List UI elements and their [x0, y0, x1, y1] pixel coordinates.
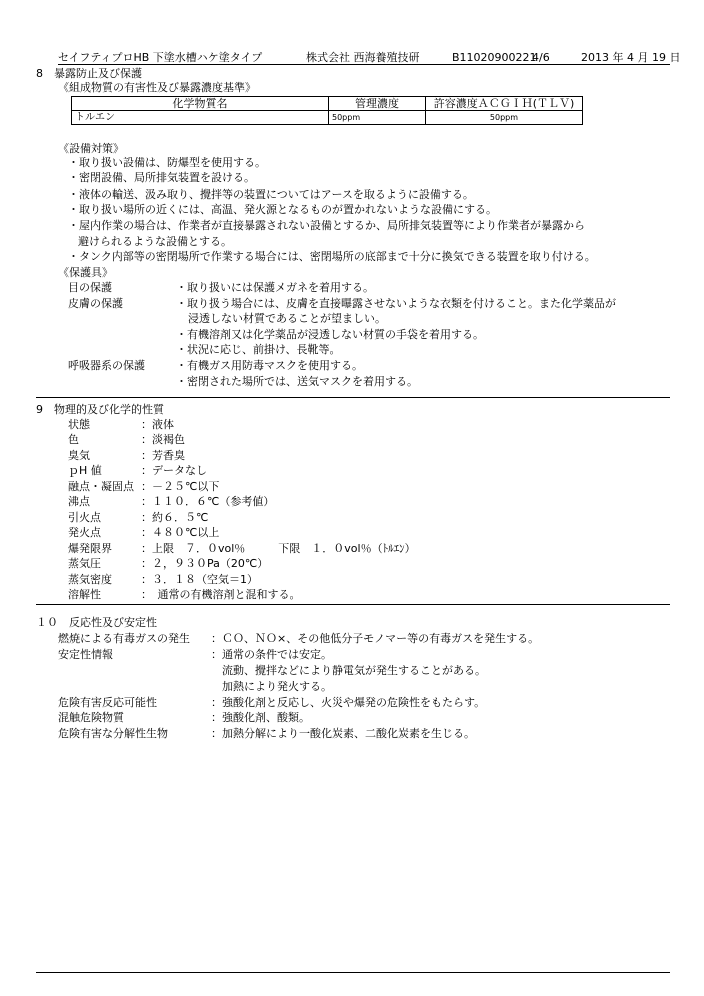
property-label: 引火点	[68, 511, 101, 524]
skin-protection-text: 浸透しない材質であることが望ましい。	[188, 312, 386, 325]
table-cell: 50ppm	[426, 111, 583, 125]
property-label: 爆発限界	[68, 542, 112, 555]
table-header-row	[72, 97, 583, 111]
equipment-item: ・取り扱い場所の近くには、高温、発火源となるものが置かれないような設備にする。	[68, 203, 497, 216]
property-value: ：４８０℃以上	[141, 526, 220, 539]
page-number: 4/6	[532, 51, 550, 64]
reactivity-value: 流動、攪拌などにより静電気が発生することがある。	[222, 664, 486, 677]
equipment-item: ・取り扱い設備は、防爆型を使用する。	[68, 156, 266, 169]
property-label: ｐH 値	[68, 464, 102, 477]
reactivity-value: ：強酸化剤、酸類。	[211, 711, 310, 724]
property-value: ：データなし	[141, 464, 207, 477]
equipment-item: ・タンク内部等の密閉場所で作業する場合には、密閉場所の底部まで十分に換気できる装置を取り付ける。	[68, 250, 596, 263]
table-cell: トルエン	[72, 111, 329, 125]
property-label: 蒸気圧	[68, 557, 101, 570]
reactivity-value: ：加熱分解により一酸化炭素、二酸化炭素を生じる。	[211, 727, 475, 740]
section-10-title: １０ 反応性及び安定性	[36, 616, 157, 629]
property-value: ：芳香臭	[141, 449, 185, 462]
reactivity-label: 安定性情報	[58, 648, 113, 661]
property-value: ：２，９３０Pa（20℃）	[141, 557, 269, 570]
table-header-cell: 管理濃度	[329, 97, 426, 111]
skin-protection-label: 皮膚の保護	[68, 297, 123, 310]
reactivity-value: ：通常の条件では安定。	[211, 648, 332, 661]
property-label: 発火点	[68, 526, 101, 539]
property-value: ： 通常の有機溶剤と混和する。	[141, 588, 301, 601]
property-label: 溶解性	[68, 588, 101, 601]
property-label: 融点・凝固点	[68, 480, 134, 493]
eye-protection-label: 目の保護	[68, 281, 112, 294]
reactivity-label: 危険有害反応可能性	[58, 696, 157, 709]
document-date: 2013 年 4 月 19 日	[581, 51, 681, 64]
table-header-cell: 許容濃度ＡＣＧＩＨ(ＴＬＶ)	[426, 97, 583, 111]
respiratory-protection-label: 呼吸器系の保護	[68, 359, 145, 372]
exposure-table	[71, 96, 583, 125]
header-underline	[58, 64, 670, 65]
section-divider	[36, 397, 670, 398]
property-value: ：上限 ７．０vol％ 下限 １．０vol％（ﾄﾙｴﾝ）	[141, 542, 416, 555]
skin-protection-text: ・取り扱う場合には、皮膚を直接曝露させないような衣類を付けること。また化学薬品が	[176, 297, 616, 310]
table-header-cell: 化学物質名	[72, 97, 329, 111]
reactivity-value: ：強酸化剤と反応し、火災や爆発の危険性をもたらす。	[211, 696, 486, 709]
equipment-item: ・屋内作業の場合は、作業者が直接暴露されない設備とするか、局所排気装置等により作業者が暴露から	[68, 219, 585, 232]
property-value: ：１１０．６℃（参考値）	[141, 495, 275, 508]
company-name: 株式会社 西海養殖技研	[306, 51, 420, 64]
skin-protection-text: ・状況に応じ、前掛け、長靴等。	[176, 343, 341, 356]
property-value: ：－２５℃以下	[141, 480, 220, 493]
exposure-table-caption: 《組成物質の有害性及び暴露濃度基準》	[58, 81, 256, 94]
equipment-item: ・密閉設備、局所排気装置を設ける。	[68, 171, 255, 184]
ppe-title: 《保護具》	[58, 266, 113, 279]
table-cell: 50ppm	[329, 111, 426, 125]
section-9-title: 9 物理的及び化学的性質	[36, 403, 164, 416]
respiratory-protection-text: ・密閉された場所では、送気マスクを着用する。	[176, 375, 418, 388]
property-value: ：淡褐色	[141, 433, 185, 446]
skin-protection-text: ・有機溶剤又は化学薬品が浸透しない材質の手袋を着用する。	[176, 328, 484, 341]
equipment-item: ・液体の輸送、汲み取り、攪拌等の装置についてはアースを取るように設備する。	[68, 188, 474, 201]
reactivity-value: 加熱により発火する。	[222, 680, 332, 693]
reactivity-label: 燃焼による有毒ガスの発生	[58, 632, 190, 645]
property-label: 状態	[68, 418, 90, 431]
equipment-title: 《設備対策》	[58, 142, 124, 155]
property-value: ：約６．５℃	[141, 511, 209, 524]
table-row	[72, 111, 583, 125]
reactivity-label: 危険有害な分解性生物	[58, 727, 168, 740]
document-number: B11020900221	[452, 51, 537, 64]
reactivity-label: 混触危険物質	[58, 711, 124, 724]
property-label: 臭気	[68, 449, 90, 462]
property-label: 蒸気密度	[68, 573, 112, 586]
property-label: 色	[68, 433, 79, 446]
property-value: ：液体	[141, 418, 174, 431]
equipment-item-continued: 避けられるような設備とする。	[78, 235, 232, 248]
property-value: ：３．１８（空気＝1）	[141, 573, 258, 586]
respiratory-protection-text: ・有機ガス用防毒マスクを使用する。	[176, 359, 363, 372]
section-8-title: 8 暴露防止及び保護	[36, 67, 142, 80]
property-label: 沸点	[68, 495, 90, 508]
section-divider	[36, 604, 670, 605]
footer-divider	[36, 972, 670, 973]
product-name: セイフティプロHB 下塗水槽ハケ塗タイプ	[58, 51, 263, 64]
reactivity-value: ：ＣＯ、ＮＯ×、その他低分子モノマー等の有毒ガスを発生する。	[211, 632, 540, 645]
eye-protection-text: ・取り扱いには保護メガネを着用する。	[176, 281, 374, 294]
